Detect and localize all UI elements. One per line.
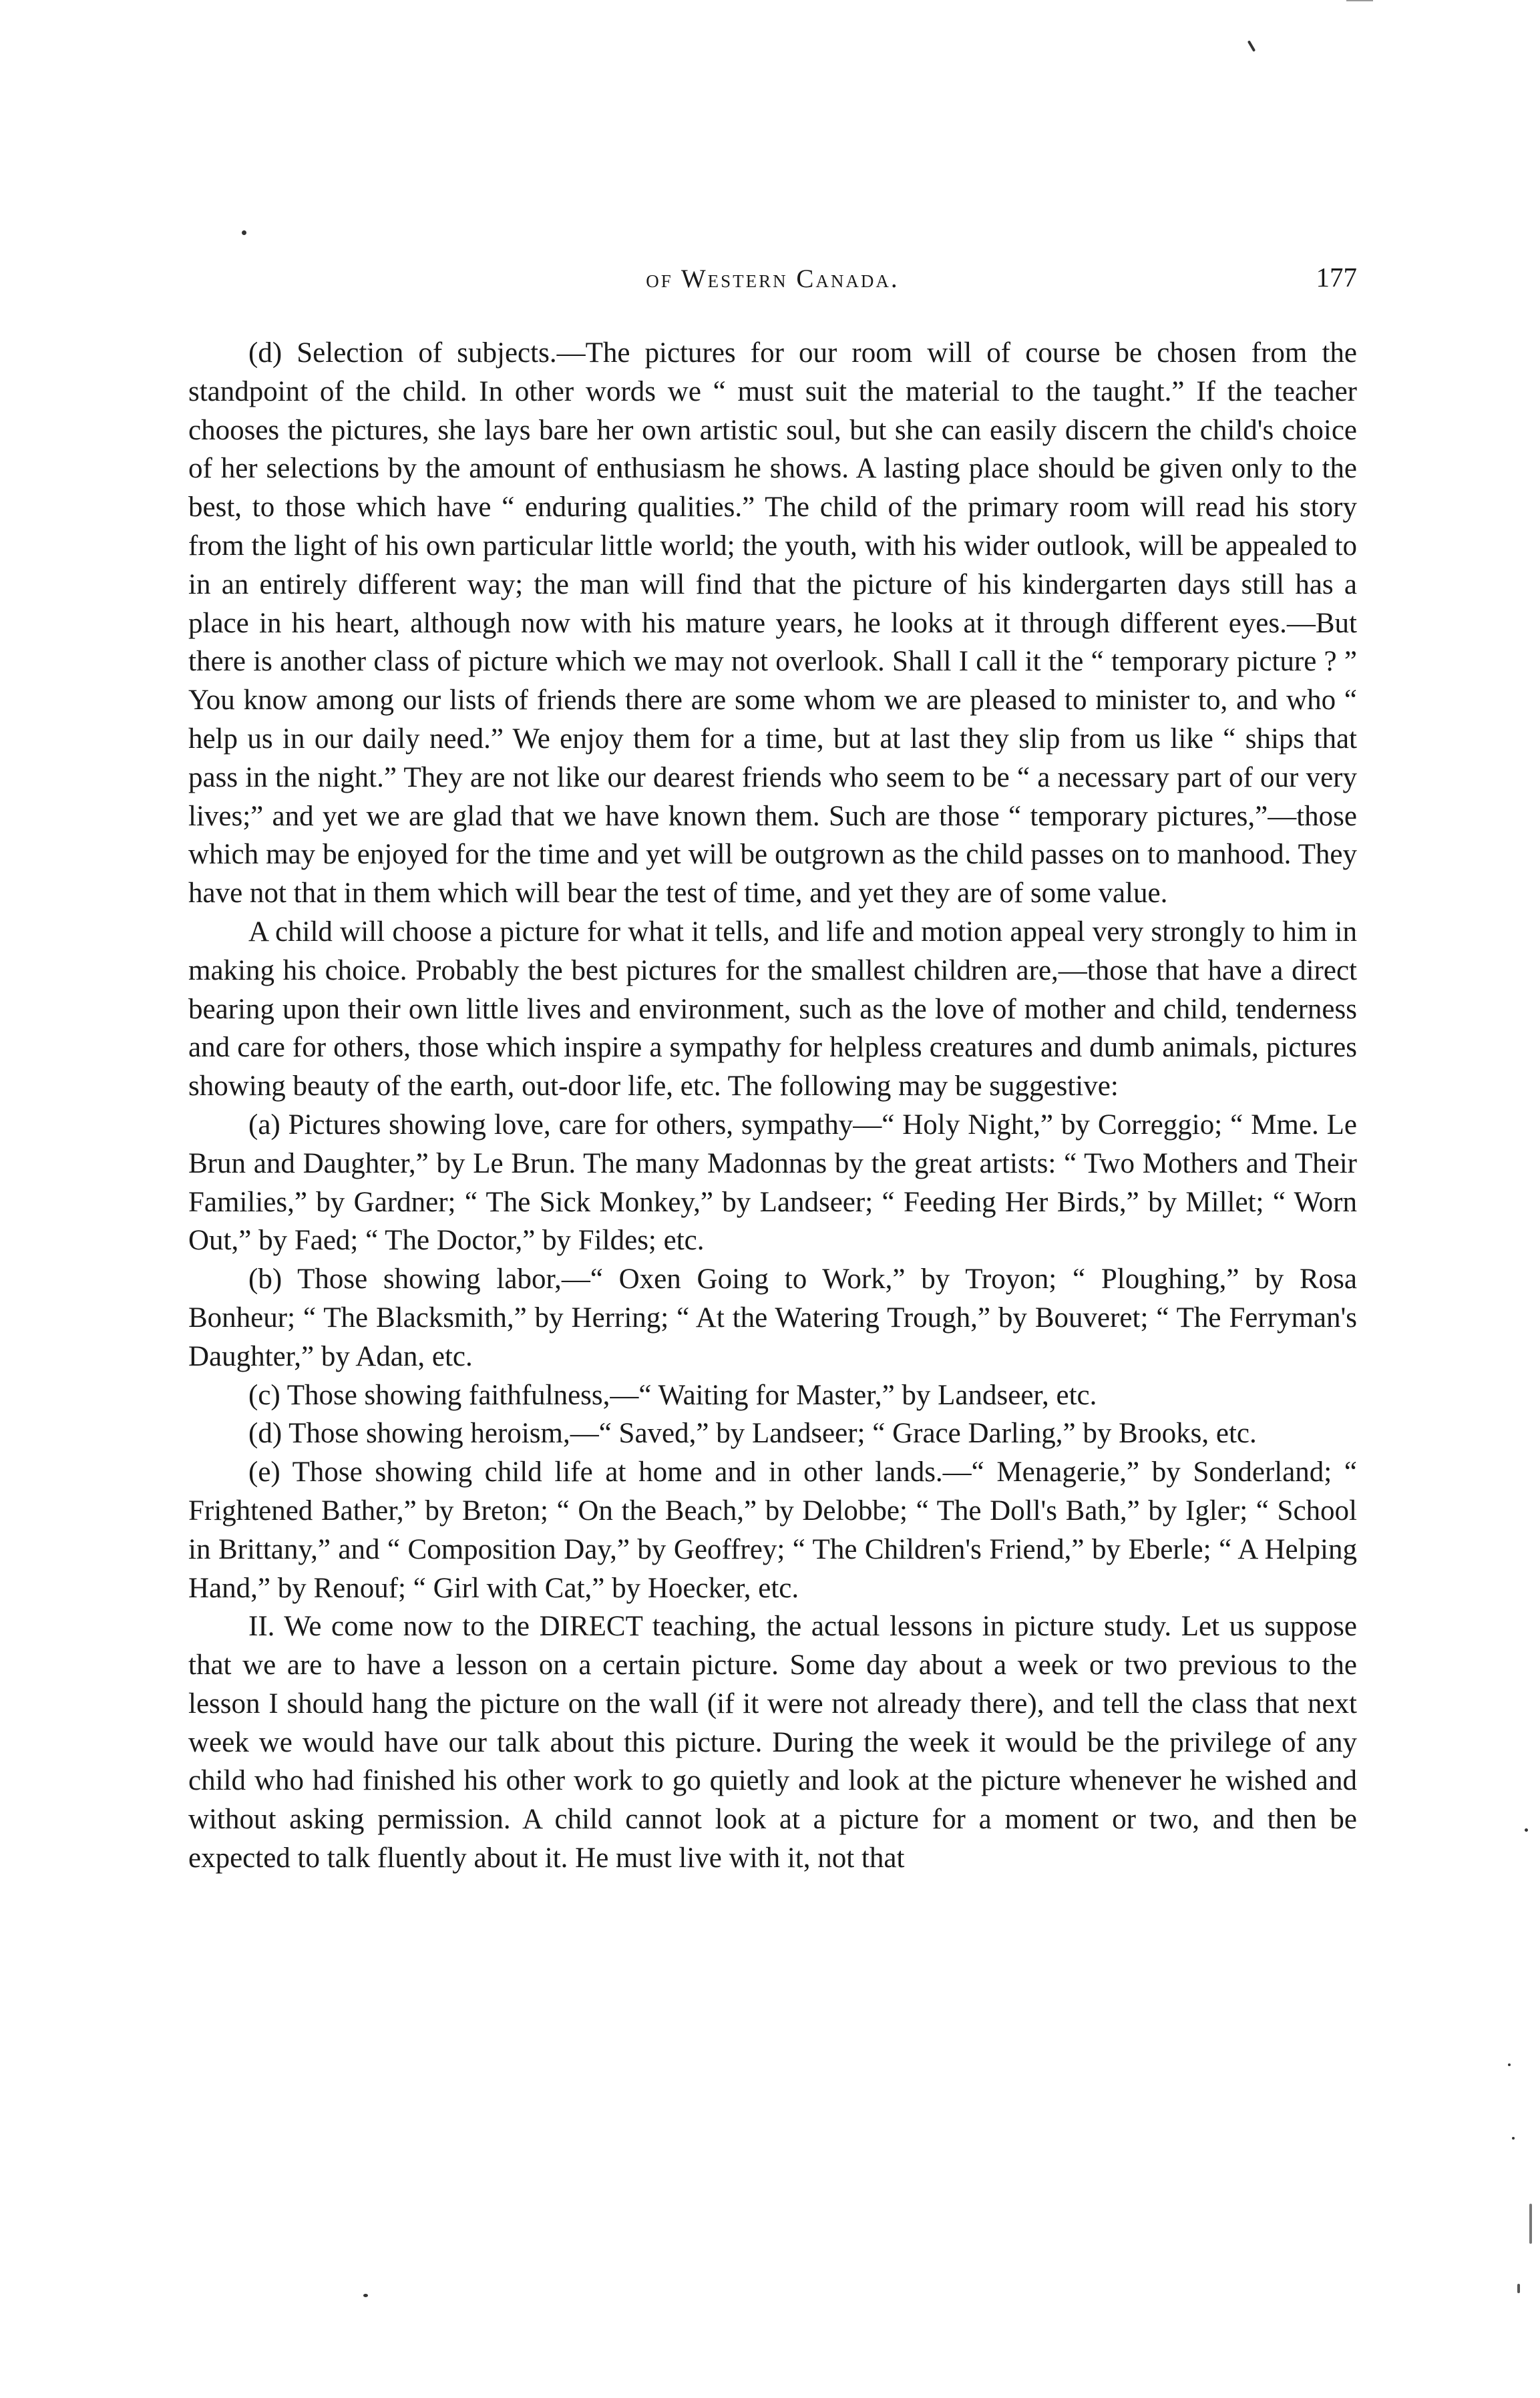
- page-number: 177: [1316, 262, 1357, 292]
- paragraph-selection-of-subjects: (d) Selection of subjects.—The pictures for our room will of course be chosen from the standpoint of the child. In other words we “ must suit the material to the taught.” If the teacher chooses the pictures, she lays bare her own artistic soul, but she can easily discern the child's choice of her selections by the amount of enthusiasm he shows. A lasting place should be given only to the best, to those which have “ enduring qualities.” The child of the primary room will read his story from the light of his own particular little world; the youth, with his wider outlook, will be appealed to in an entirely different way; the man will find that the picture of his kindergarten days still has a place in his heart, although now with his mature years, he looks at it through different eyes.—But there is another class of picture which we may not overlook. Shall I call it the “ temporary picture ? ” You know among our lists of friends there are some whom we are pleased to minister to, and who “ help us in our daily need.” We enjoy them for a time, but at last they slip from us like “ ships that pass in the night.” They are not like our dearest friends who seem to be “ a necessary part of our very lives;” and yet we are glad that we have known them. Such are those “ temporary pictures,”—those which may be enjoyed for the time and yet will be outgrown as the child passes on to manhood. They have not that in them which will bear the test of time, and yet they are of some value.: [188, 337, 1357, 910]
- scan-speck: [1512, 2137, 1515, 2140]
- paragraph-direct-teaching: II. We come now to the DIRECT teaching, the actual lessons in picture study. Let us suppose that we are to have a lesson on a certain picture. Some day about a week or two previous to the lesson I should hang the picture on the wall (if it were not already there), and tell the class that next week we would have our talk about this picture. During the week it would be the privilege of any child who had finished his other work to go quietly and look at the picture whenever he wished and without asking permission. A child cannot look at a picture for a moment or two, and then be expected to talk fluently about it. He must live with it, not that: [188, 1611, 1357, 1874]
- scan-speck: [1508, 2063, 1511, 2066]
- scan-edge-mark: [1346, 0, 1373, 1]
- body-text: [188, 334, 1357, 1878]
- scan-speck: [1525, 1828, 1528, 1832]
- scan-speck: [242, 230, 246, 235]
- paragraph-faithfulness-pictures: (c) Those showing faithfulness,—“ Waiting for Master,” by Landseer, etc.: [248, 1379, 1097, 1411]
- scan-speck: [363, 2294, 368, 2297]
- scan-speck: [1247, 40, 1256, 52]
- paragraph-child-life-pictures: (e) Those showing child life at home and in other lands.—“ Menagerie,” by Sonderland; “ Frightened Bather,” by Breton; “ On the Beach,” by Delobbe; “ The Doll's Bath,” by Igler; “ School in Brittany,” and “ Composition Day,” by Geoffrey; “ The Children's Friend,” by Eberle; “ A Helping Hand,” by Renouf; “ Girl with Cat,” by Hoecker, etc.: [188, 1456, 1357, 1604]
- paragraph-child-choice: A child will choose a picture for what it tells, and life and motion appeal very strongly to him in making his choice. Probably the best pictures for the smallest children are,—those that have a direct bearing upon their own little lives and environment, such as the love of mother and child, tenderness and care for others, those which inspire a sympathy for helpless creatures and dumb animals, pictures showing beauty of the earth, out-door life, etc. The following may be suggestive:: [188, 916, 1357, 1103]
- running-title: of Western Canada.: [646, 264, 900, 293]
- paragraph-heroism-pictures: (d) Those showing heroism,—“ Saved,” by Landseer; “ Grace Darling,” by Brooks, etc.: [248, 1418, 1257, 1450]
- running-head: [188, 264, 1357, 304]
- paragraph-labor-pictures: (b) Those showing labor,—“ Oxen Going to Work,” by Troyon; “ Ploughing,” by Rosa Bonheur; “ The Blacksmith,” by Herring; “ At the Watering Trough,” by Bouveret; “ The Ferryman's Daughter,” by Adan, etc.: [188, 1263, 1357, 1372]
- scan-speck: [1517, 2284, 1520, 2293]
- scan-speck: [1529, 2204, 1532, 2244]
- paragraph-love-pictures: (a) Pictures showing love, care for others, sympathy—“ Holy Night,” by Correggio; “ Mme. Le Brun and Daughter,” by Le Brun. The many Madonnas by the great artists: “ Two Mothers and Their Families,” by Gardner; “ The Sick Monkey,” by Landseer; “ Feeding Her Birds,” by Millet; “ Worn Out,” by Faed; “ The Doctor,” by Fildes; etc.: [188, 1109, 1357, 1257]
